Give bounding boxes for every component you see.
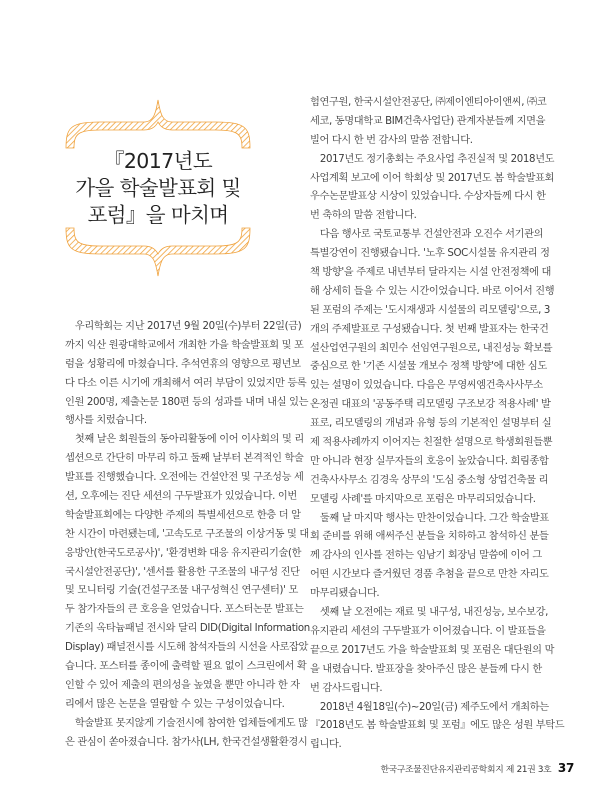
text-line: 개의 주제발표로 구성됐습니다. 첫 번째 발표자는 한국건	[310, 323, 549, 335]
text-line: 제 적용사례까지 이어지는 친절한 설명으로 학생회원들뿐	[310, 437, 553, 449]
text-line: 까지 익산 원광대학교에서 개최한 가을 학술발표회 및 포	[65, 339, 304, 351]
text-line: 번 축하의 말씀 전합니다.	[310, 210, 417, 222]
title-line-2: 가을 학술발표회 및	[75, 176, 241, 200]
text-line: 회 준비를 위해 애써주신 분들을 치하하고 참석하신 분들	[310, 531, 549, 543]
text-line: 다 다소 이른 시기에 개최해서 여러 부담이 있었지만 등록	[65, 377, 307, 389]
text-line: 인할 수 있어 제출의 편의성을 높였을 뿐만 아니라 한 자	[65, 679, 300, 691]
journal-name: 한국구조물진단유지관리공학회지 제 21권 3호	[380, 765, 552, 775]
text-line: 책 방향'을 주제로 내년부터 달라지는 시설 안전정책에 대	[310, 267, 551, 279]
text-line: 설산업연구원의 최민수 선임연구원으로, 내진성능 확보를	[310, 342, 553, 354]
text-line: 끝으로 2017년도 가을 학술발표회 및 포럼은 대단원의 막	[310, 644, 555, 656]
text-line: 발표를 진행했습니다. 오전에는 건설안전 및 구조성능 세	[65, 472, 304, 484]
title-line-1: 『2017년도	[103, 149, 213, 173]
text-line: 은 관심이 쏟아졌습니다. 참가사(LH, 한국건설생활환경시	[65, 736, 308, 748]
text-line: 사업계획 보고에 이어 학회상 및 2017년도 봄 학술발표회	[310, 172, 555, 184]
text-line: 셋째 날 오전에는 재료 및 내구성, 내진성능, 보수보강,	[310, 607, 549, 619]
left-column	[65, 318, 310, 752]
article-title	[60, 148, 256, 229]
text-line: 께 감사의 인사를 전하는 임남기 회장님 말씀에 이어 그	[310, 550, 542, 562]
text-line: 표로, 리모델링의 개념과 유형 등의 기본적인 설명부터 실	[310, 418, 552, 430]
text-line: 2018년 4월18일(수)~20일(금) 제주도에서 개최하는	[310, 701, 549, 713]
text-line: 험연구원, 한국시설안전공단, ㈜제이엔티아이앤씨, ㈜코	[310, 97, 547, 108]
text-line: 마무리됐습니다.	[310, 588, 380, 600]
text-line: 특별강연이 진행됐습니다. '노후 SOC시설물 유지관리 정	[310, 248, 550, 260]
text-line: 유지관리 세션의 구두발표가 이어졌습니다. 이 발표들을	[310, 625, 546, 637]
text-line: 만 아니라 현장 실무자들의 호응이 높았습니다. 희림종합	[310, 455, 549, 467]
page-number: 37	[557, 761, 574, 775]
text-line: 을 내렸습니다. 발표장을 찾아주신 많은 분들께 다시 한	[310, 663, 542, 675]
text-line: 리에서 많은 논문을 열람할 수 있는 구성이었습니다.	[65, 698, 285, 710]
text-line: 다음 행사로 국토교통부 건설안전과 오진수 서기관의	[310, 229, 544, 241]
text-line: 션, 오후에는 진단 세션의 구두발표가 있었습니다. 이번	[65, 491, 297, 503]
text-line: 습니다. 포스터를 종이에 출력할 필요 없이 스크린에서 확	[65, 661, 307, 673]
text-line: 행사를 치렀습니다.	[65, 415, 147, 427]
text-line: 『2018년도 봄 학술발표회 및 포럼』에도 많은 성원 부탁드	[310, 720, 565, 732]
text-line: 해 상세히 들을 수 있는 시간이었습니다. 바로 이어서 진행	[310, 285, 555, 297]
page-footer	[380, 761, 574, 775]
text-line: 2017년도 정기총회는 주요사업 추진실적 및 2018년도	[310, 153, 555, 165]
text-line: 있는 설명이 있었습니다. 다음은 무영씨엠건축사사무소	[310, 380, 543, 392]
text-line: 기존의 옥타늄패널 전시와 달리 DID(Digital Information	[65, 623, 310, 635]
text-line: 된 포럼의 주제는 '도시재생과 시설물의 리모델링'으로, 3	[310, 304, 551, 316]
text-line: 중심으로 한 '기존 시설물 개보수 정책 방향'에 대한 심도	[310, 361, 547, 373]
text-line: 립니다.	[310, 739, 342, 751]
text-line: 건축사사무소 김경욱 상무의 '도심 중소형 상업건축물 리	[310, 474, 549, 486]
title-block	[60, 98, 256, 278]
text-line: 및 모니터링 기술(건설구조물 내구성혁신 연구센터)' 모	[65, 585, 298, 597]
text-line: 번 감사드립니다.	[310, 682, 383, 694]
brace-top-decoration	[60, 98, 256, 150]
title-line-3: 포럼』을 마치며	[87, 203, 229, 227]
right-column	[310, 94, 565, 755]
text-line: 학술발표 못지않게 기술전시에 참여한 업체들에게도 많	[65, 717, 308, 729]
text-line: Display) 패널전시를 시도해 참석자들의 시선을 사로잡았	[65, 642, 308, 654]
text-line: 첫째 날은 회원들의 동아리활동에 이어 이사회의 및 리	[65, 434, 304, 446]
text-line: 두 참가자들의 큰 호응을 얻었습니다. 포스터논문 발표는	[65, 604, 304, 616]
text-line: 어떤 시간보다 즐거웠던 경품 추첨을 끝으로 만찬 자리도	[310, 569, 549, 581]
text-line: 럼을 성황리에 마쳤습니다. 추석연휴의 영향으로 평년보	[65, 358, 301, 370]
text-line: 모델링 사례'를 마지막으로 포럼은 마무리되었습니다.	[310, 493, 536, 505]
text-line: 찬 시간이 마련됐는데, '고속도로 구조물의 이상거동 및 대	[65, 528, 309, 540]
text-line: 둘째 날 마지막 행사는 만찬이었습니다. 그간 학술발표	[310, 512, 549, 524]
text-line: 세코, 동명대학교 BIM건축사업단) 관계자분들께 지면을	[310, 115, 546, 127]
text-line: 우리학회는 지난 2017년 9월 20일(수)부터 22일(금)	[65, 321, 302, 332]
text-line: 인원 200명, 제출논문 180편 등의 성과를 내며 내실 있는	[65, 396, 309, 408]
text-line: 국시설안전공단)', '센서를 활용한 구조물의 내구성 진단	[65, 566, 300, 578]
text-line: 학술발표회에는 다양한 주제의 특별세션으로 한층 더 알	[65, 509, 301, 521]
text-line: 응방안(한국도로공사)', '환경변화 대응 유지관리기술(한	[65, 547, 302, 559]
text-line: 온정권 대표의 '공동주택 리모델링 구조보강 적용사례' 발	[310, 399, 551, 411]
brace-bottom-decoration	[60, 226, 256, 278]
text-line: 셉션으로 간단히 마무리 하고 둘째 날부터 본격적인 학술	[65, 453, 304, 465]
text-line: 빌어 다시 한 번 감사의 말씀 전합니다.	[310, 134, 473, 146]
text-line: 우수논문발표상 시상이 있었습니다. 수상자들께 다시 한	[310, 191, 546, 203]
